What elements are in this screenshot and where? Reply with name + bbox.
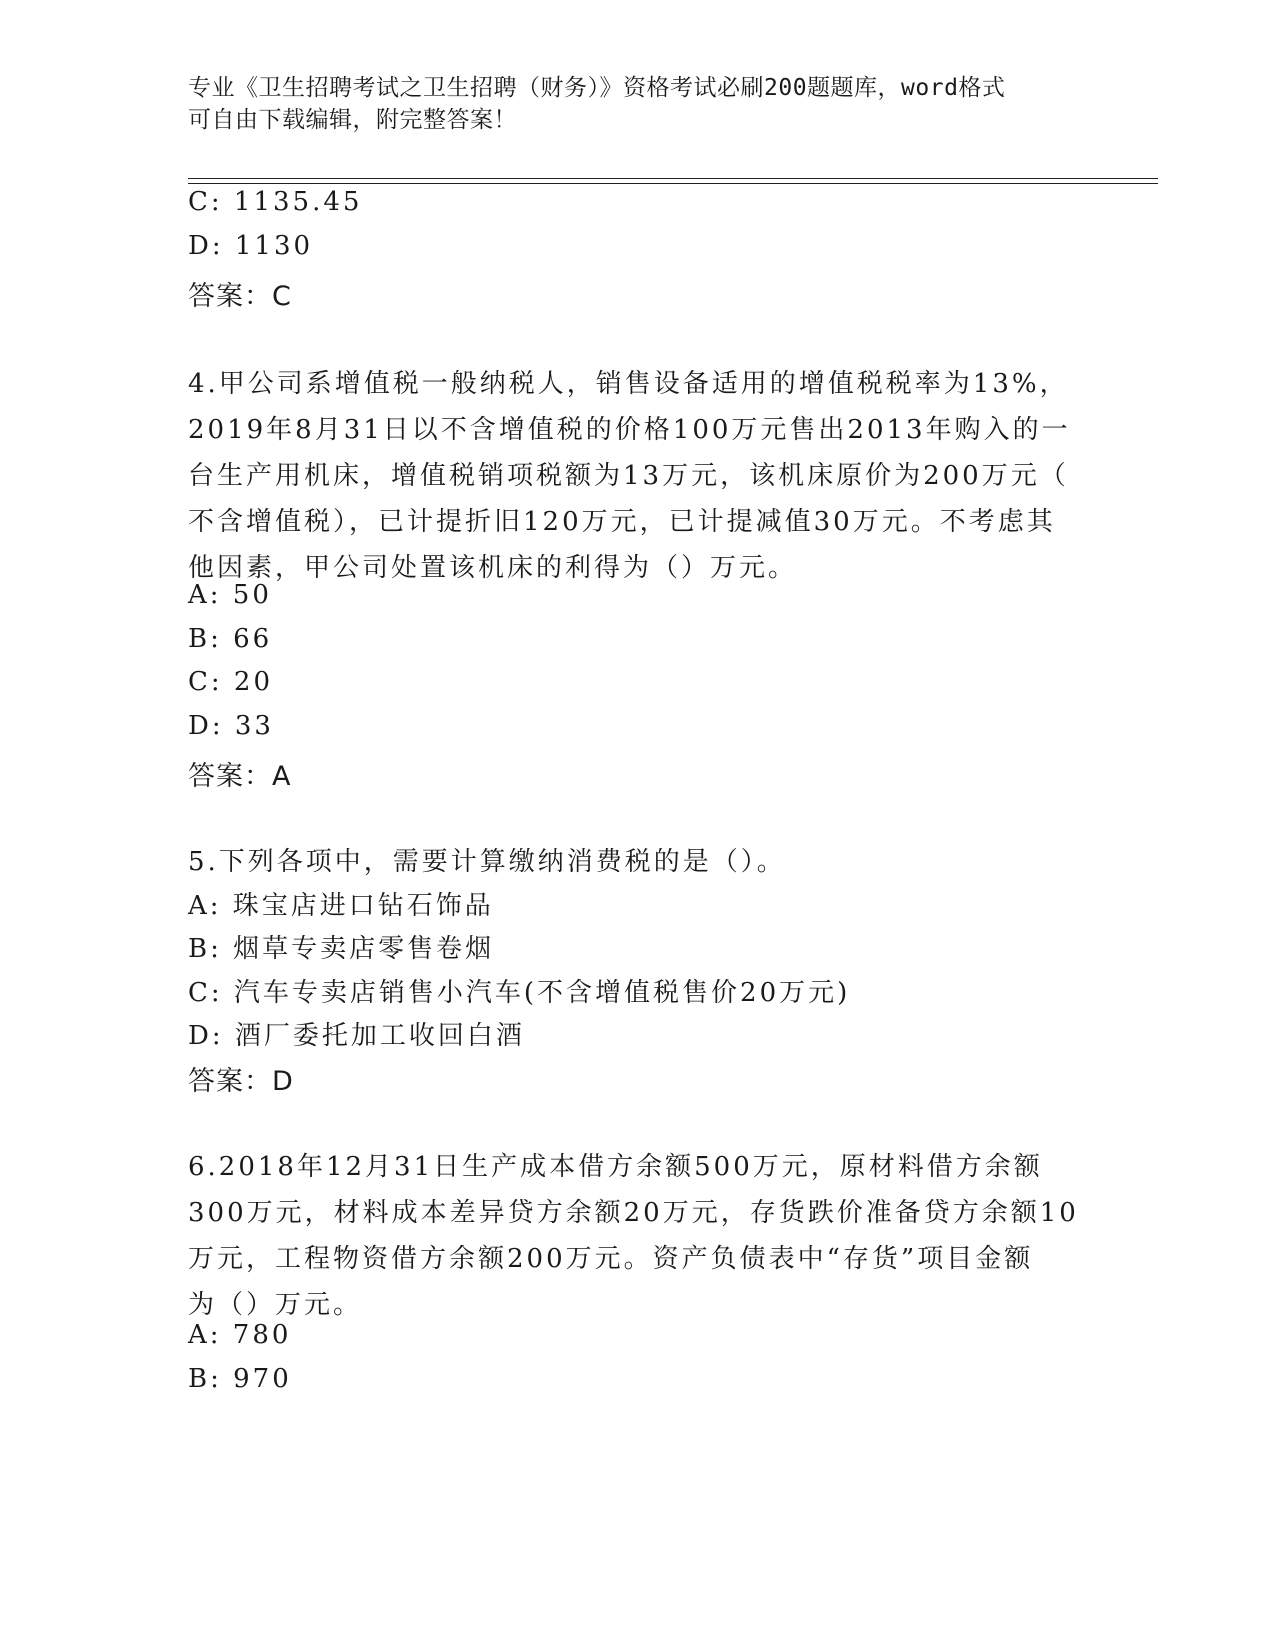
q6-stem-line-4: 为（）万元。: [188, 1290, 363, 1320]
q4-option-b: B: 66: [188, 624, 273, 654]
q4-stem-line-2: 2019年8月31日以不含增值税的价格100万元售出2013年购入的一: [188, 415, 1071, 445]
header-divider-top: [188, 178, 1158, 179]
document-header: [188, 72, 1068, 136]
q5-option-a: A: 珠宝店进口钻石饰品: [188, 891, 494, 921]
q3-option-d: D: 1130: [188, 231, 314, 261]
q4-stem-line-4: 不含增值税），已计提折旧120万元，已计提减值30万元。不考虑其: [188, 507, 1056, 537]
q5-option-c: C: 汽车专卖店销售小汽车(不含增值税售价20万元): [188, 978, 851, 1008]
q6-stem-line-1: 6.2018年12月31日生产成本借方余额500万元，原材料借方余额: [188, 1152, 1043, 1182]
q5-answer: 答案：D: [188, 1066, 294, 1097]
q4-option-a: A: 50: [188, 580, 272, 610]
q5-option-d: D: 酒厂委托加工收回白酒: [188, 1021, 525, 1051]
q4-stem-line-3: 台生产用机床，增值税销项税额为13万元，该机床原价为200万元（: [188, 461, 1069, 491]
q4-option-d: D: 33: [188, 711, 274, 741]
header-title-line-2: 可自由下载编辑，附完整答案！: [188, 107, 517, 133]
q4-stem: [188, 361, 1088, 591]
header-title-line-1: 专业《卫生招聘考试之卫生招聘（财务）》资格考试必刷200题题库，word格式: [188, 75, 1006, 101]
q3-answer: 答案：C: [188, 281, 292, 312]
q6-option-a: A: 780: [188, 1320, 292, 1350]
q6-stem: [188, 1144, 1088, 1328]
q6-stem-line-3: 万元，工程物资借方余额200万元。资产负债表中“存货”项目金额: [188, 1244, 1034, 1274]
q6-option-b: B: 970: [188, 1364, 292, 1394]
q4-answer: 答案：A: [188, 761, 292, 792]
q6-stem-line-2: 300万元，材料成本差异贷方余额20万元，存货跌价准备贷方余额10: [188, 1198, 1079, 1228]
header-divider-bottom: [188, 183, 1158, 184]
q4-stem-line-5: 他因素，甲公司处置该机床的利得为（）万元。: [188, 553, 798, 583]
q5-option-b: B: 烟草专卖店零售卷烟: [188, 934, 495, 964]
q3-option-c: C: 1135.45: [188, 187, 363, 217]
q4-stem-line-1: 4.甲公司系增值税一般纳税人，销售设备适用的增值税税率为13%，: [188, 369, 1069, 399]
q4-option-c: C: 20: [188, 667, 274, 697]
q5-stem: 5.下列各项中，需要计算缴纳消费税的是（）。: [188, 847, 786, 877]
